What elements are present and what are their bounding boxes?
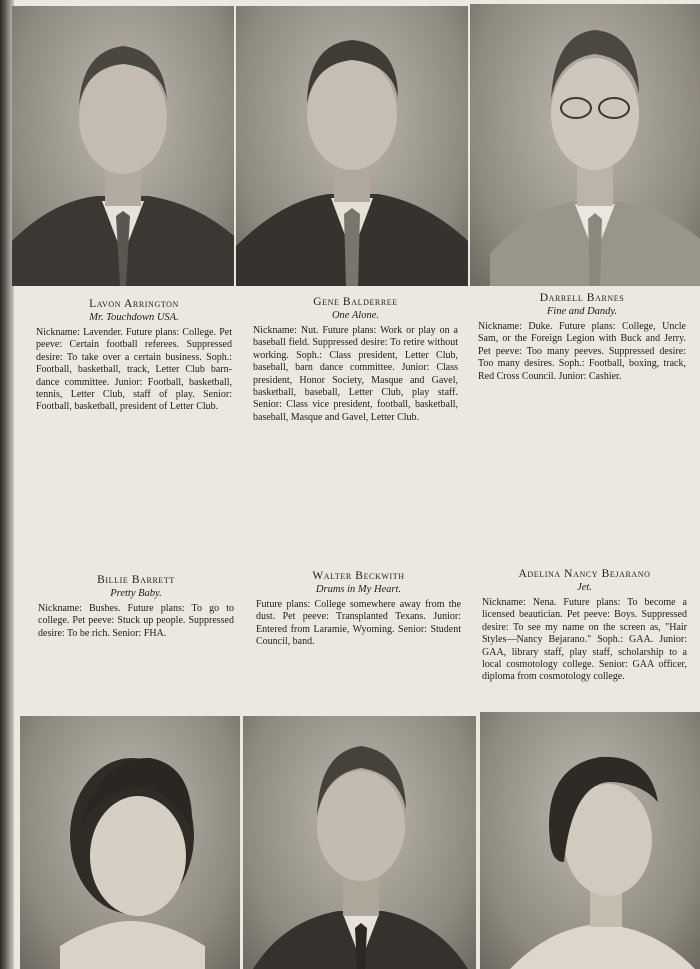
- senior-entry-bejarano: [482, 568, 687, 684]
- portrait-silhouette: [243, 716, 476, 969]
- senior-entry-arrington: [36, 298, 232, 414]
- portrait-photo-balderree: [236, 6, 468, 286]
- portrait-silhouette: [236, 6, 468, 286]
- senior-name: Gene Balderree: [313, 296, 398, 308]
- portrait-photo-beckwith: [243, 716, 476, 969]
- senior-name: Darrell Barnes: [539, 292, 625, 304]
- senior-name: Adelina Nancy Bejarano: [518, 568, 651, 580]
- portrait-photo-bejarano: [480, 712, 700, 969]
- senior-motto: Pretty Baby.: [110, 588, 162, 599]
- senior-bio: Nickname: Duke. Future plans: College, Uncle Sam, or the Foreign Legion with Buck and Jerry. Pet peeve: Too many peeves. Suppressed desire: Too many desires. Soph.: Football, boxing, track, Red Cross Council. Junior: Cashier.: [478, 321, 686, 382]
- senior-entry-beckwith: [256, 570, 461, 649]
- senior-name: Billie Barrett: [97, 574, 175, 586]
- portrait-photo-barnes: [470, 4, 700, 286]
- portrait-silhouette: [480, 712, 700, 969]
- senior-entry-balderree: [253, 296, 458, 424]
- senior-name: Lavon Arrington: [89, 298, 179, 310]
- senior-motto: Drums in My Heart.: [315, 584, 402, 595]
- senior-bio: Nickname: Bushes. Future plans: To go to college. Pet peeve: Stuck up people. Suppressed desire: To be rich. Senior: FHA.: [38, 603, 234, 639]
- senior-bio: Nickname: Nena. Future plans: To become a licensed beautician. Pet peeve: Boys. Suppressed desire: To see my name on the screen as, "Hair Styles—Nancy Bejarano." Soph.: GAA. Junior: GAA, library staff, play staff, scholarship to a local cosmotology college. Senior: GAA officer, diploma from cosmotology college.: [482, 597, 687, 683]
- senior-entry-barnes: [478, 292, 686, 383]
- portrait-photo-arrington: [12, 6, 234, 286]
- senior-motto: Jet.: [577, 582, 592, 593]
- senior-motto: Mr. Touchdown USA.: [89, 312, 179, 323]
- senior-bio: Future plans: College somewhere away from the dust. Pet peeve: Transplanted Texans. Junior: Entered from Laramie, Wyoming. Senior: Student Council, band.: [256, 599, 461, 648]
- senior-bio: Nickname: Lavender. Future plans: College. Pet peeve: Certain football referees. Suppressed desire: To take over a certain business. Soph.: Football, basketball, track, Letter Club barn-dance committee. Junior: Football, basketball, tennis, Letter Club, staff of play. Senior: Football, basketball, president of Letter Club.: [36, 327, 232, 413]
- senior-name: Walter Beckwith: [312, 570, 405, 582]
- senior-motto: One Alone.: [331, 310, 380, 321]
- portrait-silhouette: [470, 4, 700, 286]
- portrait-silhouette: [20, 716, 240, 969]
- senior-entry-barrett: [38, 574, 234, 640]
- senior-bio: Nickname: Nut. Future plans: Work or play on a baseball field. Suppressed desire: To retire without working. Soph.: Class president, Letter Club, baseball, barn dance committee. Junior: Class president, Honor Society, Masque and Gavel, basketball, baseball, Letter Club, play staff. Senior: Class vice president, football, basketball, baseball, Masque and Gavel, Letter Club.: [253, 325, 458, 423]
- portrait-photo-barrett: [20, 716, 240, 969]
- portrait-silhouette: [12, 6, 234, 286]
- senior-motto: Fine and Dandy.: [546, 306, 618, 317]
